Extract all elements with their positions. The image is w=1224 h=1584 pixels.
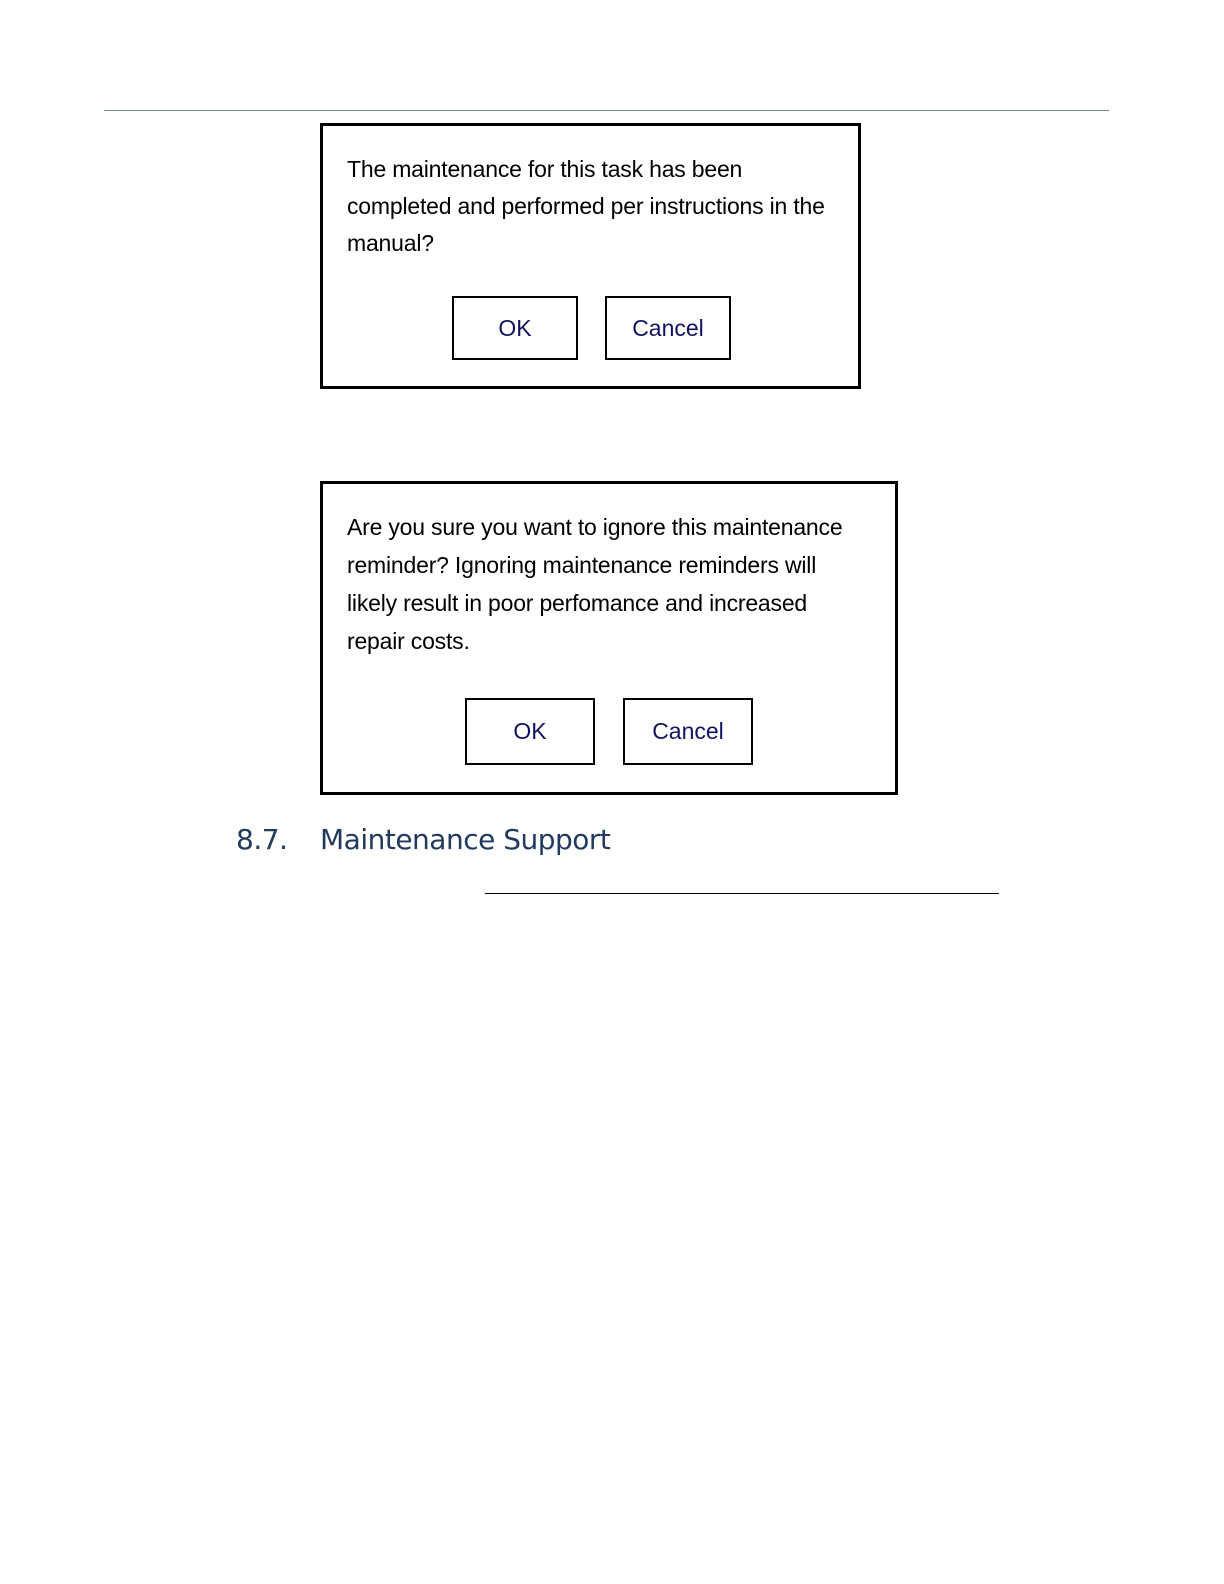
cancel-button[interactable]: Cancel xyxy=(605,296,731,360)
section-number: 8.7. xyxy=(236,823,288,856)
ok-button[interactable]: OK xyxy=(465,698,595,765)
divider-line xyxy=(485,893,999,894)
dialog-message: Are you sure you want to ignore this maintenance reminder? Ignoring maintenance reminders will likely result in poor perfomance and increased repair costs. xyxy=(347,514,843,654)
section-heading xyxy=(236,818,610,862)
dialog-message: The maintenance for this task has been completed and performed per instructions in the manual? xyxy=(347,156,825,256)
section-title: Maintenance Support xyxy=(320,823,611,856)
ok-button[interactable]: OK xyxy=(452,296,578,360)
cancel-button[interactable]: Cancel xyxy=(623,698,753,765)
confirm-maintenance-dialog xyxy=(320,123,861,389)
header-rule xyxy=(104,110,1109,111)
ignore-reminder-dialog xyxy=(320,481,898,795)
